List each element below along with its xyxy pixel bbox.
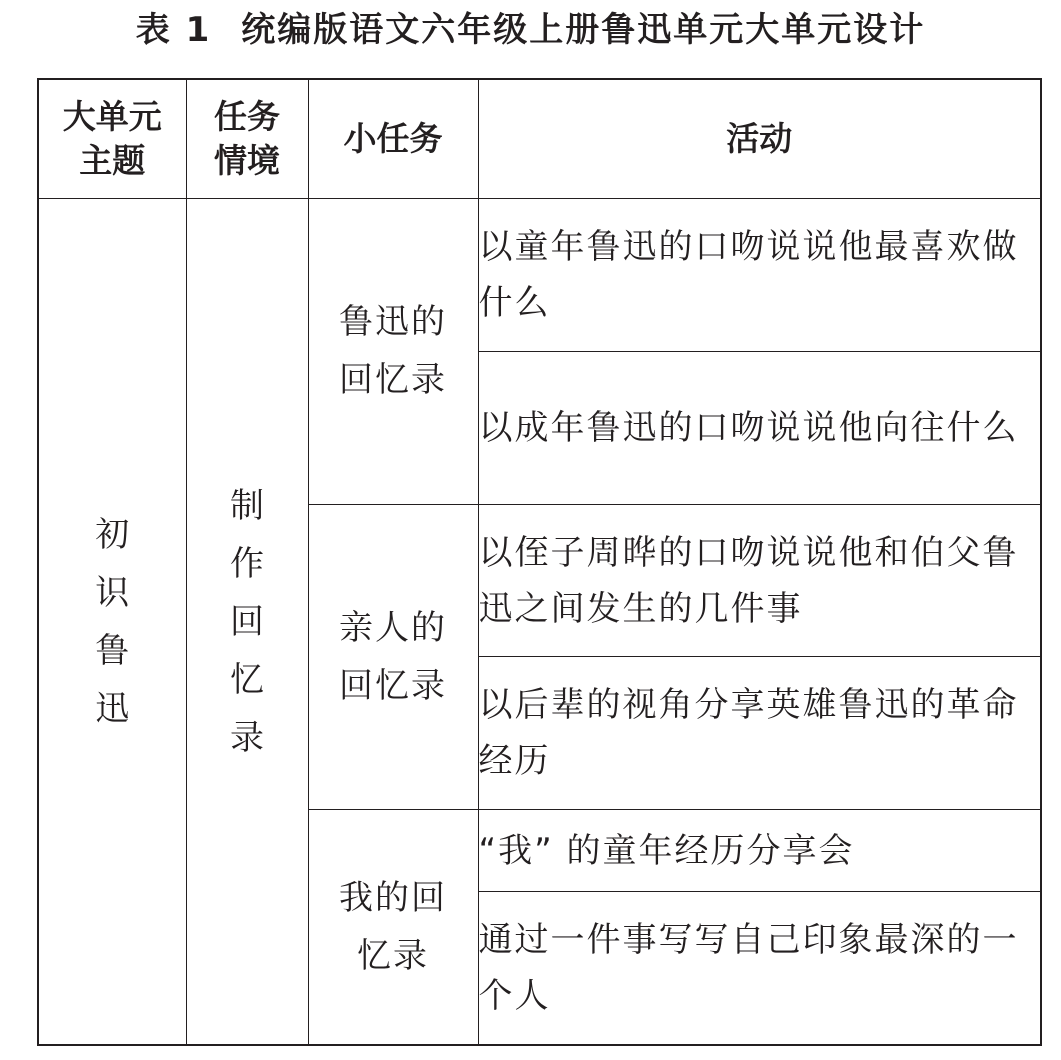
activity-cell: 以后辈的视角分享英雄鲁迅的革命经历 bbox=[478, 657, 1041, 810]
subtask-name: 我的回忆录 bbox=[339, 878, 447, 977]
scene-cell bbox=[186, 199, 308, 1046]
activity-cell: 以侄子周晔的口吻说说他和伯父鲁迅之间发生的几件事 bbox=[478, 504, 1041, 657]
header-subtask: 小任务 bbox=[308, 79, 478, 199]
header-theme: 大单元主题 bbox=[38, 79, 186, 199]
activity-cell: 通过一件事写写自己印象最深的一个人 bbox=[478, 892, 1041, 1045]
subtask-cell bbox=[308, 504, 478, 810]
unit-design-table bbox=[37, 78, 1042, 1046]
table-caption: 统编版语文六年级上册鲁迅单元大单元设计 bbox=[241, 10, 926, 50]
subtask-cell bbox=[308, 199, 478, 505]
theme-text: 初识鲁迅 bbox=[95, 514, 130, 729]
subtask-name: 鲁迅的回忆录 bbox=[339, 302, 447, 401]
activity-cell: 以成年鲁迅的口吻说说他向往什么 bbox=[478, 351, 1041, 504]
header-scene: 任务情境 bbox=[186, 79, 308, 199]
subtask-name: 亲人的回忆录 bbox=[339, 607, 447, 706]
subtask-cell bbox=[308, 810, 478, 1045]
header-activity: 活动 bbox=[478, 79, 1041, 199]
scene-text: 制作回忆录 bbox=[230, 485, 264, 758]
header-row bbox=[38, 79, 1041, 199]
theme-cell bbox=[38, 199, 186, 1046]
table-row bbox=[38, 199, 1041, 352]
activity-cell: 以童年鲁迅的口吻说说他最喜欢做什么 bbox=[478, 199, 1041, 352]
table-number: 表 1 bbox=[135, 10, 212, 50]
table-title bbox=[0, 8, 1061, 52]
activity-cell: “我” 的童年经历分享会 bbox=[478, 810, 1041, 892]
